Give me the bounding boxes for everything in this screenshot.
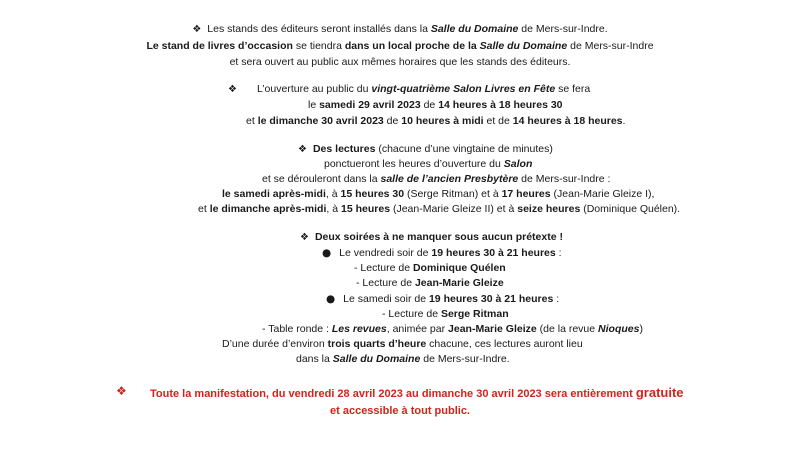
duration-line: D’une durée d’environ trois quarts d’heure chacune, ces lectures auront lieu: [222, 338, 583, 350]
bullet-icon: ●: [322, 247, 332, 259]
readings-title-line: ❖ Des lectures (chacune d’une vingtaine de minutes): [298, 143, 553, 155]
bullet-icon: ●: [326, 293, 336, 305]
readings-location-line: et se dérouleront dans la salle de l’ancien Presbytère de Mers-sur-Indre :: [262, 173, 611, 185]
diamond-icon: ❖: [192, 24, 202, 35]
friday-reading-1: - Lecture de Dominique Quélen: [354, 262, 506, 274]
saturday-reading-1: - Lecture de Serge Ritman: [382, 308, 509, 320]
sunday-hours-line: et le dimanche 30 avril 2023 de 10 heures à midi et de 14 heures à 18 heures.: [246, 115, 626, 127]
evening-location-line: dans la Salle du Domaine de Mers-sur-Indre.: [296, 353, 510, 365]
opening-hours-line: et sera ouvert au public aux mêmes horaires que les stands des éditeurs.: [229, 56, 571, 68]
evenings-title-line: ❖ Deux soirées à ne manquer sous aucun prétexte !: [300, 231, 563, 243]
diamond-icon: ❖: [298, 144, 307, 155]
saturday-evening-line: ● Le samedi soir de 19 heures 30 à 21 heures :: [326, 293, 560, 305]
stands-line: ❖ Les stands des éditeurs seront installés dans la Salle du Domaine de Mers-sur-Indre.: [192, 23, 608, 35]
diamond-icon: ❖: [228, 84, 237, 95]
round-table-line: - Table ronde : Les revues, animée par Jean-Marie Gleize (de la revue Nioques): [262, 323, 643, 335]
diamond-icon: ❖: [300, 232, 309, 243]
salon-opening-line: ❖ L’ouverture au public du vingt-quatrième Salon Livres en Fête se fera: [228, 83, 591, 95]
saturday-readings-line: le samedi après-midi, à 15 heures 30 (Serge Ritman) et à 17 heures (Jean-Marie Gleize I),: [222, 188, 655, 200]
free-event-line: Toute la manifestation, du vendredi 28 avril 2023 au dimanche 30 avril 2023 sera entièrement gratuite: [150, 385, 684, 400]
red-diamond-icon: ❖: [116, 384, 127, 398]
used-books-line: Le stand de livres d’occasion se tiendra dans un local proche de la Salle du Domaine de Mers-sur-Indre: [146, 40, 654, 52]
readings-punctuate-line: ponctueront les heures d’ouverture du Salon: [324, 158, 533, 170]
friday-reading-2: - Lecture de Jean-Marie Gleize: [356, 277, 504, 289]
sunday-readings-line: et le dimanche après-midi, à 15 heures (Jean-Marie Gleize II) et à seize heures (Dominique Quélen).: [198, 203, 681, 215]
saturday-hours-line: le samedi 29 avril 2023 de 14 heures à 18 heures 30: [308, 99, 563, 111]
friday-evening-line: ● Le vendredi soir de 19 heures 30 à 21 heures :: [322, 247, 562, 259]
accessible-line: et accessible à tout public.: [330, 405, 470, 417]
